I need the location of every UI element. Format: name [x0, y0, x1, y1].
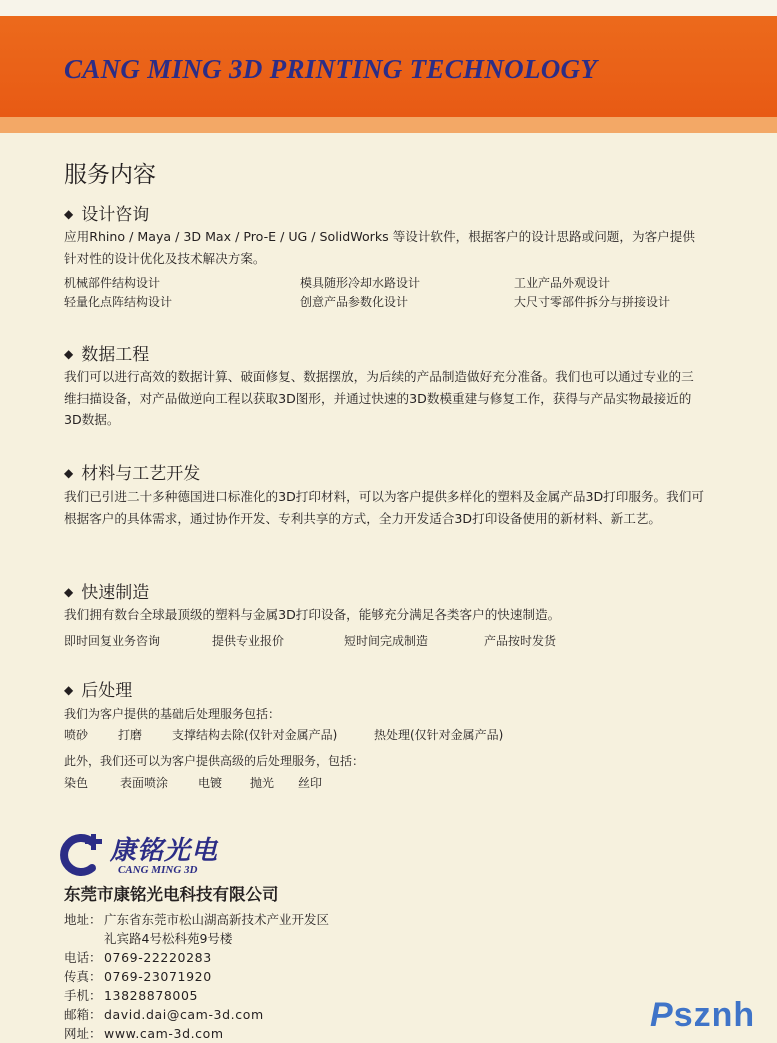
watermark-rest: sznh [673, 996, 756, 1034]
watermark [650, 996, 755, 1035]
section-title-manufacturing [64, 578, 149, 603]
section-title-postprocessing [64, 676, 132, 701]
section-paragraph-data: 我们可以进行高效的数据计算、破面修复、数据摆放，为后续的产品制造做好充分准备。我们也可以通过专业的三维扫描设备，对产品做逆向工程以获取3D图形，并通过快速的3D数模重建与修复工作，获得与产品实物最接近的3D数据。 [64, 369, 694, 427]
list-item: 打磨 [118, 728, 143, 742]
list-item: 机械部件结构设计 [64, 276, 161, 290]
mobile-value: 13828878005 [104, 988, 199, 1003]
phone-line [64, 948, 212, 966]
fax-value: 0769-23071920 [104, 969, 212, 984]
list-item: 染色 [64, 776, 89, 790]
address-label: 地址： [64, 912, 102, 927]
section-title-data [64, 340, 149, 365]
list-item: 电镀 [198, 776, 223, 790]
diamond-bullet-icon: ◆ [64, 207, 74, 221]
list-item: 热处理(仅针对金属产品) [374, 728, 504, 742]
logo-chinese-text: 康铭光电 [110, 836, 219, 866]
list-item: 表面喷涂 [120, 776, 169, 790]
header-banner [0, 16, 777, 117]
list-item: 支撑结构去除(仅针对金属产品) [172, 728, 338, 742]
list-item: 产品按时发货 [484, 634, 557, 648]
diamond-bullet-icon: ◆ [64, 585, 74, 599]
header-band [0, 117, 777, 133]
section-paragraph-manufacturing: 我们拥有数台全球最顶级的塑料与金属3D打印设备，能够充分满足各类客户的快速制造。 [64, 607, 561, 622]
email-line [64, 1005, 264, 1023]
list-item: 工业产品外观设计 [514, 276, 611, 290]
page-heading: 服务内容 [64, 162, 156, 188]
address-line [64, 910, 329, 928]
list-item: 模具随形冷却水路设计 [300, 276, 421, 290]
company-logo [58, 828, 298, 882]
fax-line [64, 967, 212, 985]
list-item: 丝印 [298, 776, 323, 790]
section-title-text: 设计咨询 [81, 205, 150, 225]
list-item: 大尺寸零部件拆分与拼接设计 [514, 295, 671, 309]
section-paragraph-materials: 我们已引进二十多种德国进口标准化的3D打印材料，可以为客户提供多样化的塑料及金属产品3D打印服务。我们可根据客户的具体需求，通过协作开发、专利共享的方式，全力开发适合3D打印设备使用的新材料、新工艺。 [64, 489, 704, 526]
list-item: 抛光 [250, 776, 275, 790]
diamond-bullet-icon: ◆ [64, 466, 74, 480]
cm-logo-icon [58, 830, 108, 880]
phone-value: 0769-22220283 [104, 950, 212, 965]
postprocessing-intro-text: 我们为客户提供的基础后处理服务包括： [64, 707, 281, 721]
phone-label: 电话： [64, 950, 102, 965]
company-name: 东莞市康铭光电科技有限公司 [64, 885, 279, 904]
logo-english-text: CANG MING 3D [118, 864, 198, 876]
section-title-materials [64, 459, 200, 484]
section-title-text: 快速制造 [81, 583, 150, 603]
list-item: 提供专业报价 [212, 634, 285, 648]
section-title-text: 后处理 [81, 681, 133, 701]
section-paragraph-design: 应用Rhino / Maya / 3D Max / Pro-E / UG / SolidWorks 等设计软件，根据客户的设计思路或问题，为客户提供针对性的设计优化及技术解决方案。 [64, 229, 695, 266]
mobile-label: 手机： [64, 988, 102, 1003]
list-item: 轻量化点阵结构设计 [64, 295, 173, 309]
header-title: CANG MING 3D PRINTING TECHNOLOGY [64, 54, 598, 84]
fax-label: 传真： [64, 969, 102, 984]
address-value: 广东省东莞市松山湖高新技术产业开发区 [104, 912, 330, 927]
section-title-text: 材料与工艺开发 [81, 464, 201, 484]
diamond-bullet-icon: ◆ [64, 683, 74, 697]
postprocessing-extra-text: 此外，我们还可以为客户提供高级的后处理服务，包括： [64, 754, 365, 768]
watermark-p: P [650, 996, 674, 1034]
section-title-text: 数据工程 [81, 345, 150, 365]
email-label: 邮箱： [64, 1007, 102, 1022]
diamond-bullet-icon: ◆ [64, 347, 74, 361]
address-line-2: 礼宾路4号松科苑9号楼 [104, 931, 233, 946]
list-item: 创意产品参数化设计 [300, 295, 409, 309]
top-strip [0, 0, 777, 16]
mobile-line [64, 986, 198, 1004]
section-title-design [64, 200, 149, 225]
website-link[interactable]: www.cam-3d.com [104, 1026, 224, 1041]
list-item: 短时间完成制造 [344, 634, 429, 648]
web-line [64, 1024, 224, 1042]
list-item: 即时回复业务咨询 [64, 634, 161, 648]
list-item: 喷砂 [64, 728, 89, 742]
web-label: 网址： [64, 1026, 102, 1041]
email-link[interactable]: david.dai@cam-3d.com [104, 1007, 264, 1022]
